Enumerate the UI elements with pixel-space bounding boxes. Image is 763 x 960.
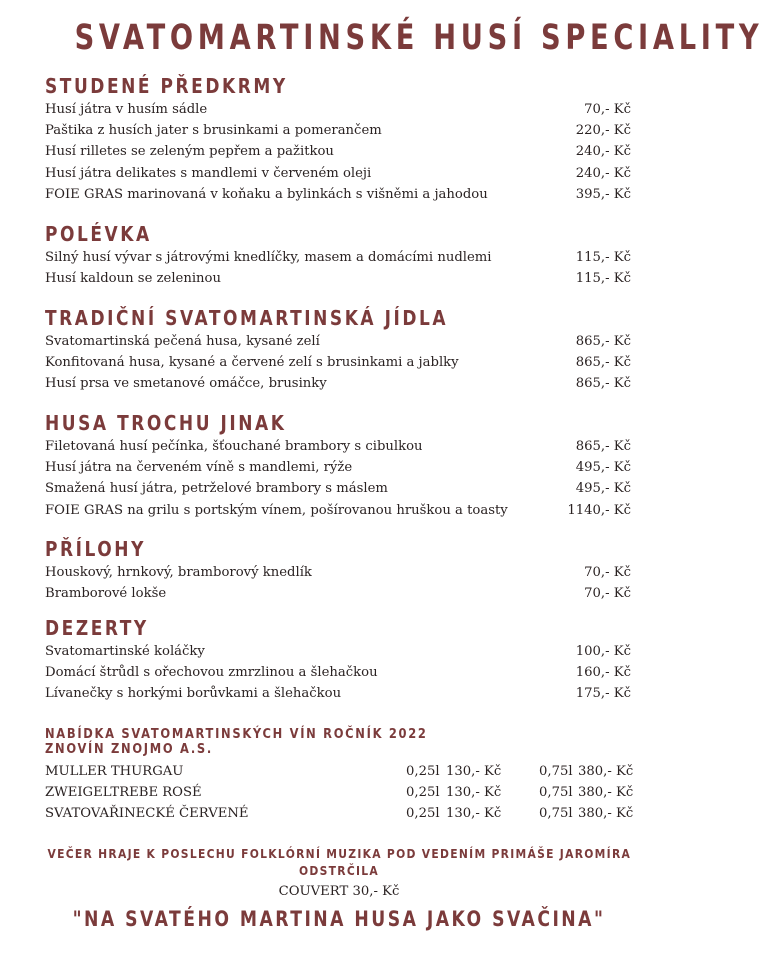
item-name: Svatomartinské koláčky [45,644,205,659]
motto: "NA SVATÉHO MARTINA HUSA JAKO SVAČINA" [72,907,606,931]
item-name: Husí prsa ve smetanové omáčce, brusinky [45,376,327,392]
item-price: 70,- Kč [584,586,631,602]
section-title: DEZERTY [45,616,149,640]
item-price: 100,- Kč [575,644,631,659]
menu-item [45,662,633,683]
menu-item [45,641,633,662]
wine-volume-bottle: 0,75l [539,764,573,779]
menu-item [45,478,633,499]
item-price: 240,- Kč [575,144,631,160]
menu-item [45,120,633,141]
wine-row [45,782,633,803]
section-tradicni-jidla [45,305,633,395]
menu-item [45,373,633,394]
item-price: 220,- Kč [575,123,631,139]
wine-price-bottle: 380,- Kč [578,785,634,801]
item-name: Silný husí vývar s játrovými knedlíčky, masem a domácími nudlemi [45,250,492,265]
wine-price-small: 130,- Kč [446,806,502,822]
wine-name: ZWEIGELTREBE ROSÉ [45,785,202,801]
item-name: Husí játra v husím sádle [45,102,208,117]
wine-name: SVATOVAŘINECKÉ ČERVENÉ [45,806,249,822]
wine-title-line1: NABÍDKA SVATOMARTINSKÝCH VÍN ROČNÍK 2022 [45,726,428,742]
item-name: Svatomartinská pečená husa, kysané zelí [45,334,320,349]
item-name: Lívanečky s horkými borůvkami a šlehačkou [45,686,342,702]
wine-price-bottle: 380,- Kč [578,806,634,822]
wine-volume-bottle: 0,75l [539,785,573,801]
wine-price-small: 130,- Kč [446,764,502,779]
item-name: Konfitovaná husa, kysané a červené zelí s brusinkami a jablky [45,355,459,371]
section-polevka [45,221,633,289]
couvert-price: COUVERT 30,- Kč [278,884,400,899]
item-price: 865,- Kč [575,439,631,454]
wine-title-line2: ZNOVÍN ZNOJMO A.S. [45,741,213,757]
wine-row [45,761,633,782]
section-title: TRADIČNÍ SVATOMARTINSKÁ JÍDLA [45,306,449,330]
section-dezerty [45,615,633,705]
wine-volume-small: 0,25l [406,785,440,801]
wine-name: MULLER THURGAU [45,764,184,779]
item-name: FOIE GRAS marinovaná v koňaku a bylinkách s višněmi a jahodou [45,186,488,202]
item-name: Smažená husí játra, petrželové brambory s máslem [45,481,388,497]
menu-item [45,247,633,268]
item-price: 865,- Kč [575,334,631,349]
item-price: 115,- Kč [575,271,631,287]
menu-item [45,436,633,457]
section-wine [45,727,633,825]
item-price: 1140,- Kč [567,502,631,518]
item-price: 495,- Kč [575,481,631,497]
section-prilohy [45,536,633,604]
menu-item [45,163,633,184]
item-name: FOIE GRAS na grilu s portským vínem, pošírovanou hruškou a toasty [45,502,508,518]
item-name: Houskový, hrnkový, bramborový knedlík [45,565,312,580]
music-note [0,845,678,879]
section-title: HUSA TROCHU JINAK [45,411,287,435]
section-title: PŘÍLOHY [45,537,146,561]
section-title: STUDENÉ PŘEDKRMY [45,74,288,98]
item-name: Bramborové lokše [45,586,167,602]
section-studene-predkrmy [45,73,633,205]
item-price: 865,- Kč [575,355,631,371]
item-price: 70,- Kč [584,102,631,117]
item-name: Domácí štrůdl s ořechovou zmrzlinou a šlehačkou [45,665,378,681]
item-name: Husí játra delikates s mandlemi v červeném oleji [45,165,372,181]
wine-price-small: 130,- Kč [446,785,502,801]
music-note-line1: VEČER HRAJE K POSLECHU FOLKLÓRNÍ MUZIKA POD VEDENÍM PRIMÁŠE JAROMÍRA [47,846,632,861]
wine-price-bottle: 380,- Kč [578,764,634,779]
menu-item [45,683,633,704]
menu-item [45,184,633,205]
section-title: POLÉVKA [45,222,152,246]
item-price: 175,- Kč [575,686,631,702]
section-husa-trochu-jinak [45,410,633,521]
wine-row [45,803,633,824]
menu-item [45,331,633,352]
menu-item [45,500,633,521]
item-name: Paštika z husích jater s brusinkami a pomerančem [45,123,382,139]
item-name: Filetovaná husí pečínka, šťouchané brambory s cibulkou [45,439,423,454]
menu-item [45,99,633,120]
item-price: 865,- Kč [575,376,631,392]
item-price: 70,- Kč [584,565,631,580]
menu-item [45,352,633,373]
menu-item [45,583,633,604]
menu-item [45,141,633,162]
item-name: Husí rilletes se zeleným pepřem a pažitkou [45,144,334,160]
item-price: 115,- Kč [575,250,631,265]
item-name: Husí kaldoun se zeleninou [45,271,221,287]
item-price: 395,- Kč [575,186,631,202]
wine-volume-small: 0,25l [406,764,440,779]
wine-volume-small: 0,25l [406,806,440,822]
item-name: Husí játra na červeném víně s mandlemi, rýže [45,460,353,476]
menu-item [45,268,633,289]
item-price: 240,- Kč [575,165,631,181]
wine-volume-bottle: 0,75l [539,806,573,822]
page-title: SVATOMARTINSKÉ HUSÍ SPECIALITY [74,18,763,58]
menu-item [45,562,633,583]
item-price: 160,- Kč [575,665,631,681]
music-note-line2: ODSTRČILA [298,863,380,878]
item-price: 495,- Kč [575,460,631,476]
menu-item [45,457,633,478]
